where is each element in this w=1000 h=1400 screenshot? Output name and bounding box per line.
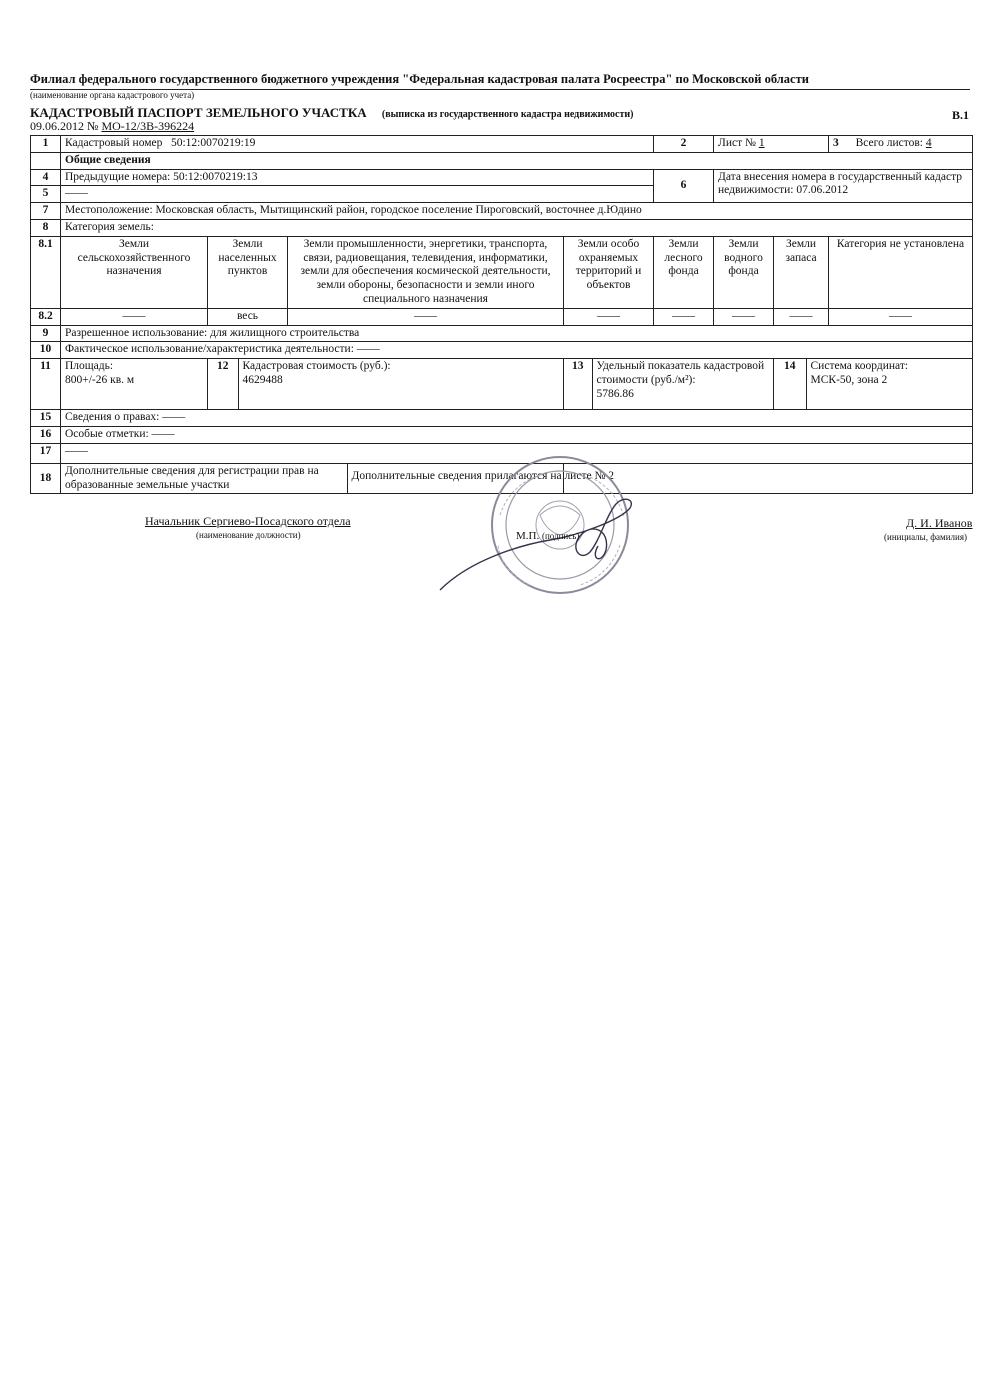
cadastral-value-amount: 4629488 [242, 373, 283, 386]
row-5-value: —— [61, 186, 654, 203]
row-6-num: 6 [654, 169, 714, 203]
organization-caption: (наименование органа кадастрового учета) [30, 90, 195, 100]
category-value: —— [288, 308, 564, 325]
total-sheets-cell [829, 136, 973, 153]
total-sheets-value: 4 [925, 137, 932, 149]
document-date: 09.06.2012 № [30, 119, 99, 133]
row-14-num: 14 [774, 359, 806, 409]
row-8-1 [31, 236, 973, 308]
sheet-number-label: Лист № [718, 137, 756, 149]
row-7 [31, 203, 973, 220]
row-9 [31, 325, 973, 342]
signer-name-caption: (инициалы, фамилия) [884, 532, 967, 542]
category-value: —— [774, 308, 829, 325]
row-1-num: 1 [31, 136, 61, 153]
sheet-number-cell [714, 136, 829, 153]
cadastral-value-inner [208, 359, 563, 409]
category-value: весь [208, 308, 288, 325]
rights-info: Сведения о правах: —— [61, 410, 973, 427]
category-header: Земли особо охраняемых территорий и объектов [564, 236, 654, 308]
cadastral-value-content [238, 359, 563, 409]
cadastral-number-cell [61, 136, 654, 153]
specific-value-cell [564, 359, 774, 410]
category-value: —— [61, 308, 208, 325]
previous-numbers: Предыдущие номера: 50:12:0070219:13 [61, 169, 654, 186]
row-4-num: 4 [31, 169, 61, 186]
signature-caption: (подпись) [541, 531, 580, 541]
permitted-use: Разрешенное использование: для жилищного строительства [61, 325, 973, 342]
category-header: Земли населенных пунктов [208, 236, 288, 308]
row-17-num: 17 [31, 443, 61, 463]
seal-mark-text: М.П. [516, 530, 540, 542]
row-18-num: 18 [31, 463, 61, 494]
coordinate-system-label: Система координат: [810, 360, 909, 373]
row-13-num: 13 [564, 359, 592, 409]
area-cell [61, 359, 208, 410]
row-15 [31, 410, 973, 427]
category-value: —— [714, 308, 774, 325]
cadastral-number-label: Кадастровый номер [65, 137, 163, 149]
row-3-num-inline: 3 [833, 137, 839, 149]
coordinate-system-value: МСК-50, зона 2 [810, 373, 888, 386]
form-code: В.1 [952, 108, 970, 122]
category-header: Земли водного фонда [714, 236, 774, 308]
row-general-num [31, 152, 61, 169]
additional-info-value: Дополнительные сведения прилагаются на листе № 2 [351, 469, 615, 482]
row-8-1-num: 8.1 [31, 236, 61, 308]
document-number-line [30, 119, 194, 134]
cadastral-table [30, 135, 973, 494]
row-8-num: 8 [31, 219, 61, 236]
category-header: Земли промышленности, энергетики, транспорта, связи, радиовещания, телевидения, информатики, земли для обеспечения космической деятельности, земли обороны, безопасности и земли иного специального назначения [288, 236, 564, 308]
row-1 [31, 136, 973, 153]
row-9-num: 9 [31, 325, 61, 342]
specific-value-label: Удельный показатель кадастровой стоимости (руб./м²): [596, 360, 765, 386]
row-general [31, 152, 973, 169]
specific-value-amount: 5786.86 [596, 387, 634, 400]
row-8-2 [31, 308, 973, 325]
category-header: Земли лесного фонда [654, 236, 714, 308]
row-17-value: —— [61, 443, 973, 463]
row-10-num: 10 [31, 342, 61, 359]
row-12-num: 12 [208, 359, 238, 409]
area-label: Площадь: [65, 360, 114, 373]
category-value: —— [829, 308, 973, 325]
number-entry-date: Дата внесения номера в государственный кадастр недвижимости: 07.06.2012 [714, 169, 973, 203]
actual-use: Фактическое использование/характеристика деятельности: —— [61, 342, 973, 359]
category-value: —— [564, 308, 654, 325]
signer-position-caption: (наименование должности) [196, 530, 301, 540]
sheet-number-value: 1 [758, 137, 765, 149]
land-category-label: Категория земель: [61, 219, 973, 236]
specific-value-content [592, 359, 773, 409]
row-8-2-num: 8.2 [31, 308, 61, 325]
signature-icon [430, 490, 650, 600]
coordinate-system-inner [774, 359, 972, 409]
row-11-num: 11 [31, 359, 61, 410]
total-sheets-label: Всего листов: [855, 137, 923, 149]
category-header: Категория не установлена [829, 236, 973, 308]
row-16-num: 16 [31, 426, 61, 443]
row-15-num: 15 [31, 410, 61, 427]
coordinate-system-content [806, 359, 972, 409]
row-10 [31, 342, 973, 359]
row-4 [31, 169, 973, 186]
category-header: Земли сельскохозяйственного назначения [61, 236, 208, 308]
special-marks: Особые отметки: —— [61, 426, 973, 443]
document-title-text: КАДАСТРОВЫЙ ПАСПОРТ ЗЕМЕЛЬНОГО УЧАСТКА [30, 105, 367, 120]
cadastral-value-cell [208, 359, 564, 410]
additional-info-label-text: Дополнительные сведения для регистрации прав на образованные земельные участки [61, 464, 347, 494]
location: Местоположение: Московская область, Мытищинский район, городское поселение Пироговский, восточнее д.Юдино [61, 203, 973, 220]
signer-name: Д. И. Иванов [906, 516, 973, 530]
signer-position: Начальник Сергиево-Посадского отдела [145, 514, 351, 528]
row-5-num: 5 [31, 186, 61, 203]
area-value: 800+/-26 кв. м [65, 373, 135, 386]
general-info-heading: Общие сведения [61, 152, 973, 169]
category-value: —— [654, 308, 714, 325]
cadastral-value-label: Кадастровая стоимость (руб.): [242, 360, 391, 373]
document-number: МО-12/3В-396224 [101, 119, 195, 133]
row-7-num: 7 [31, 203, 61, 220]
seal-mark [516, 530, 579, 542]
row-2-num: 2 [654, 136, 714, 153]
category-header: Земли запаса [774, 236, 829, 308]
row-11-14 [31, 359, 973, 410]
organization-name: Филиал федерального государственного бюджетного учреждения "Федеральная кадастровая палата Росреестра" по Московской области [30, 72, 809, 86]
row-16 [31, 426, 973, 443]
document-subtitle: (выписка из государственного кадастра недвижимости) [381, 109, 634, 120]
coordinate-system-cell [774, 359, 973, 410]
specific-value-inner [564, 359, 773, 409]
cadastral-number-value: 50:12:0070219:19 [170, 137, 256, 149]
row-8 [31, 219, 973, 236]
